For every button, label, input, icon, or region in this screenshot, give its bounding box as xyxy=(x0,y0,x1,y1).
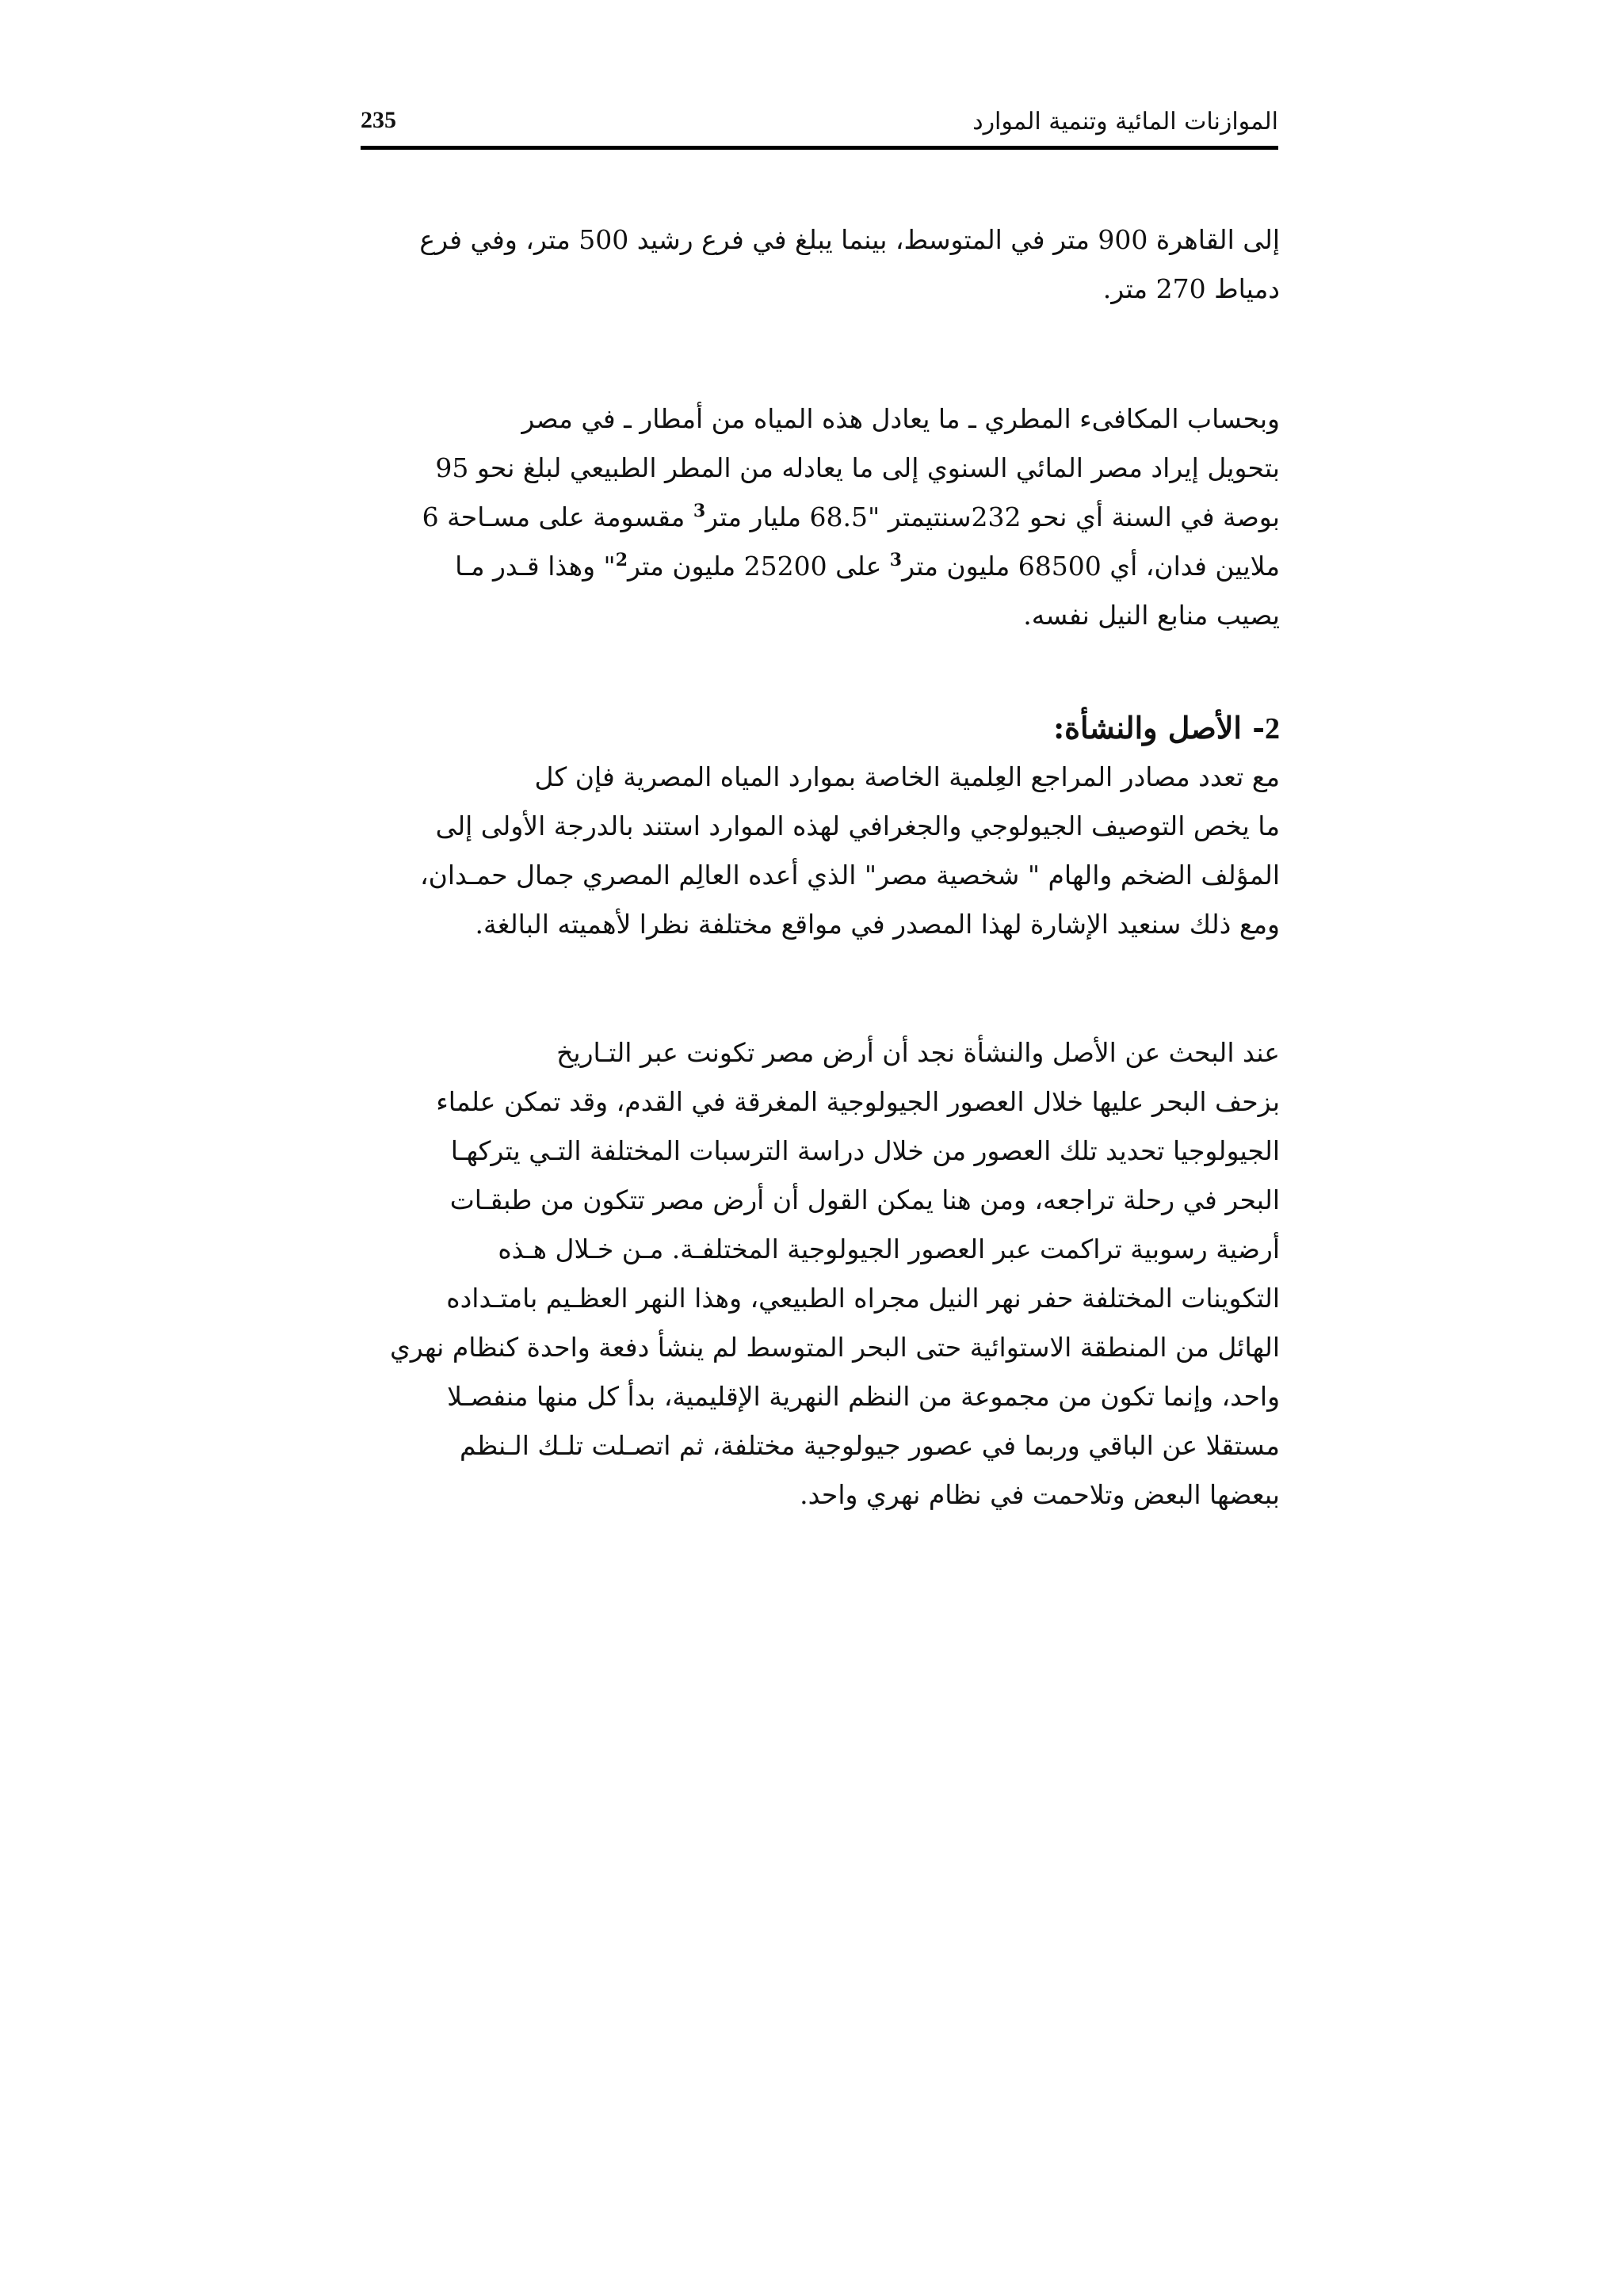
text-line: مع تعدد مصادر المراجع العِلمية الخاصة بموارد المياه المصرية فإن كل xyxy=(534,761,1280,792)
section-dash: - xyxy=(1252,710,1265,746)
running-header xyxy=(361,101,1278,151)
superscript: 3 xyxy=(889,550,903,570)
text-run: على 25200 مليون متر xyxy=(628,551,882,582)
paragraph-gap xyxy=(349,949,1280,1028)
superscript: 3 xyxy=(693,501,706,521)
text-line: الجيولوجيا تحديد تلك العصور من خلال دراسة الترسبات المختلفة التـي يتركهـا xyxy=(450,1135,1280,1166)
text-line: الهائل من المنطقة الاستوائية حتى البحر المتوسط لم ينشأ دفعة واحدة كنظام نهري xyxy=(389,1332,1280,1363)
text-line-with-superscript xyxy=(349,493,1280,542)
text-line: بتحويل إيراد مصر المائي السنوي إلى ما يعادله من المطر الطبيعي لبلغ نحو 95 xyxy=(435,452,1280,483)
text-run: مقسومة على مسـاحة 6 xyxy=(422,502,685,532)
section-number: 2 xyxy=(1265,712,1280,746)
text-line: مستقلا عن الباقي وربما في عصور جيولوجية مختلفة، ثم اتصـلت تلـك الـنظم xyxy=(460,1430,1280,1461)
text-line: ما يخص التوصيف الجيولوجي والجغرافي لهذه الموارد استند بالدرجة الأولى إلى xyxy=(435,810,1280,841)
section-title: الأصل والنشأة: xyxy=(1053,710,1242,746)
text-line-with-superscript xyxy=(349,542,1280,591)
text-line: وبحساب المكافىء المطري ـ ما يعادل هذه المياه من أمطار ـ في مصر xyxy=(521,403,1280,434)
text-line: التكوينات المختلفة حفر نهر النيل مجراه الطبيعي، وهذا النهر العظـيم بامتـداده xyxy=(446,1283,1280,1314)
text-line: دمياط 270 متر. xyxy=(1102,273,1280,304)
text-run: " وهذا قـدر مـا xyxy=(455,551,616,582)
header-title: الموازنات المائية وتنمية الموارد xyxy=(972,108,1278,135)
page-number: 235 xyxy=(361,107,396,133)
paragraph-3 xyxy=(349,753,1280,949)
text-line: أرضية رسوبية تراكمت عبر العصور الجيولوجية المختلفـة. مـن خـلال هـذه xyxy=(498,1234,1280,1264)
text-line: عند البحث عن الأصل والنشأة نجد أن أرض مصر تكونت عبر التـاريخ xyxy=(556,1037,1280,1068)
text-run: ملايين فدان، أي 68500 مليون متر xyxy=(902,551,1280,582)
text-line: يصيب منابع النيل نفسه. xyxy=(1023,600,1280,631)
paragraph-gap xyxy=(349,314,1280,395)
header-rule xyxy=(361,146,1278,150)
paragraph-gap xyxy=(349,640,1280,704)
text-run: بوصة في السنة أي نحو 232سنتيمتر "68.5 مليار متر xyxy=(705,502,1280,532)
paragraph-2 xyxy=(349,395,1280,640)
text-line: إلى القاهرة 900 متر في المتوسط، بينما يبلغ في فرع رشيد 500 متر، وفي فرع xyxy=(419,224,1280,255)
paragraph-1 xyxy=(349,215,1280,314)
text-line: بزحف البحر عليها خلال العصور الجيولوجية المغرقة في القدم، وقد تمكن علماء xyxy=(436,1086,1280,1117)
text-line: البحر في رحلة تراجعه، ومن هنا يمكن القول أن أرض مصر تتكون من طبقـات xyxy=(449,1184,1280,1215)
text-line: ومع ذلك سنعيد الإشارة لهذا المصدر في مواقع مختلفة نظرا لأهميته البالغة. xyxy=(475,909,1280,940)
superscript: 2 xyxy=(615,550,628,570)
section-heading xyxy=(349,704,1280,753)
text-line: المؤلف الضخم والهام " شخصية مصر" الذي أعده العالِم المصري جمال حمـدان، xyxy=(419,860,1280,891)
body-text xyxy=(349,215,1280,1520)
text-line: واحد، وإنما تكون من مجموعة من النظم النهرية الإقليمية، بدأ كل منها منفصـلا xyxy=(447,1381,1280,1412)
text-line: ببعضها البعض وتلاحمت في نظام نهري واحد. xyxy=(800,1479,1280,1510)
paragraph-4 xyxy=(349,1028,1280,1520)
